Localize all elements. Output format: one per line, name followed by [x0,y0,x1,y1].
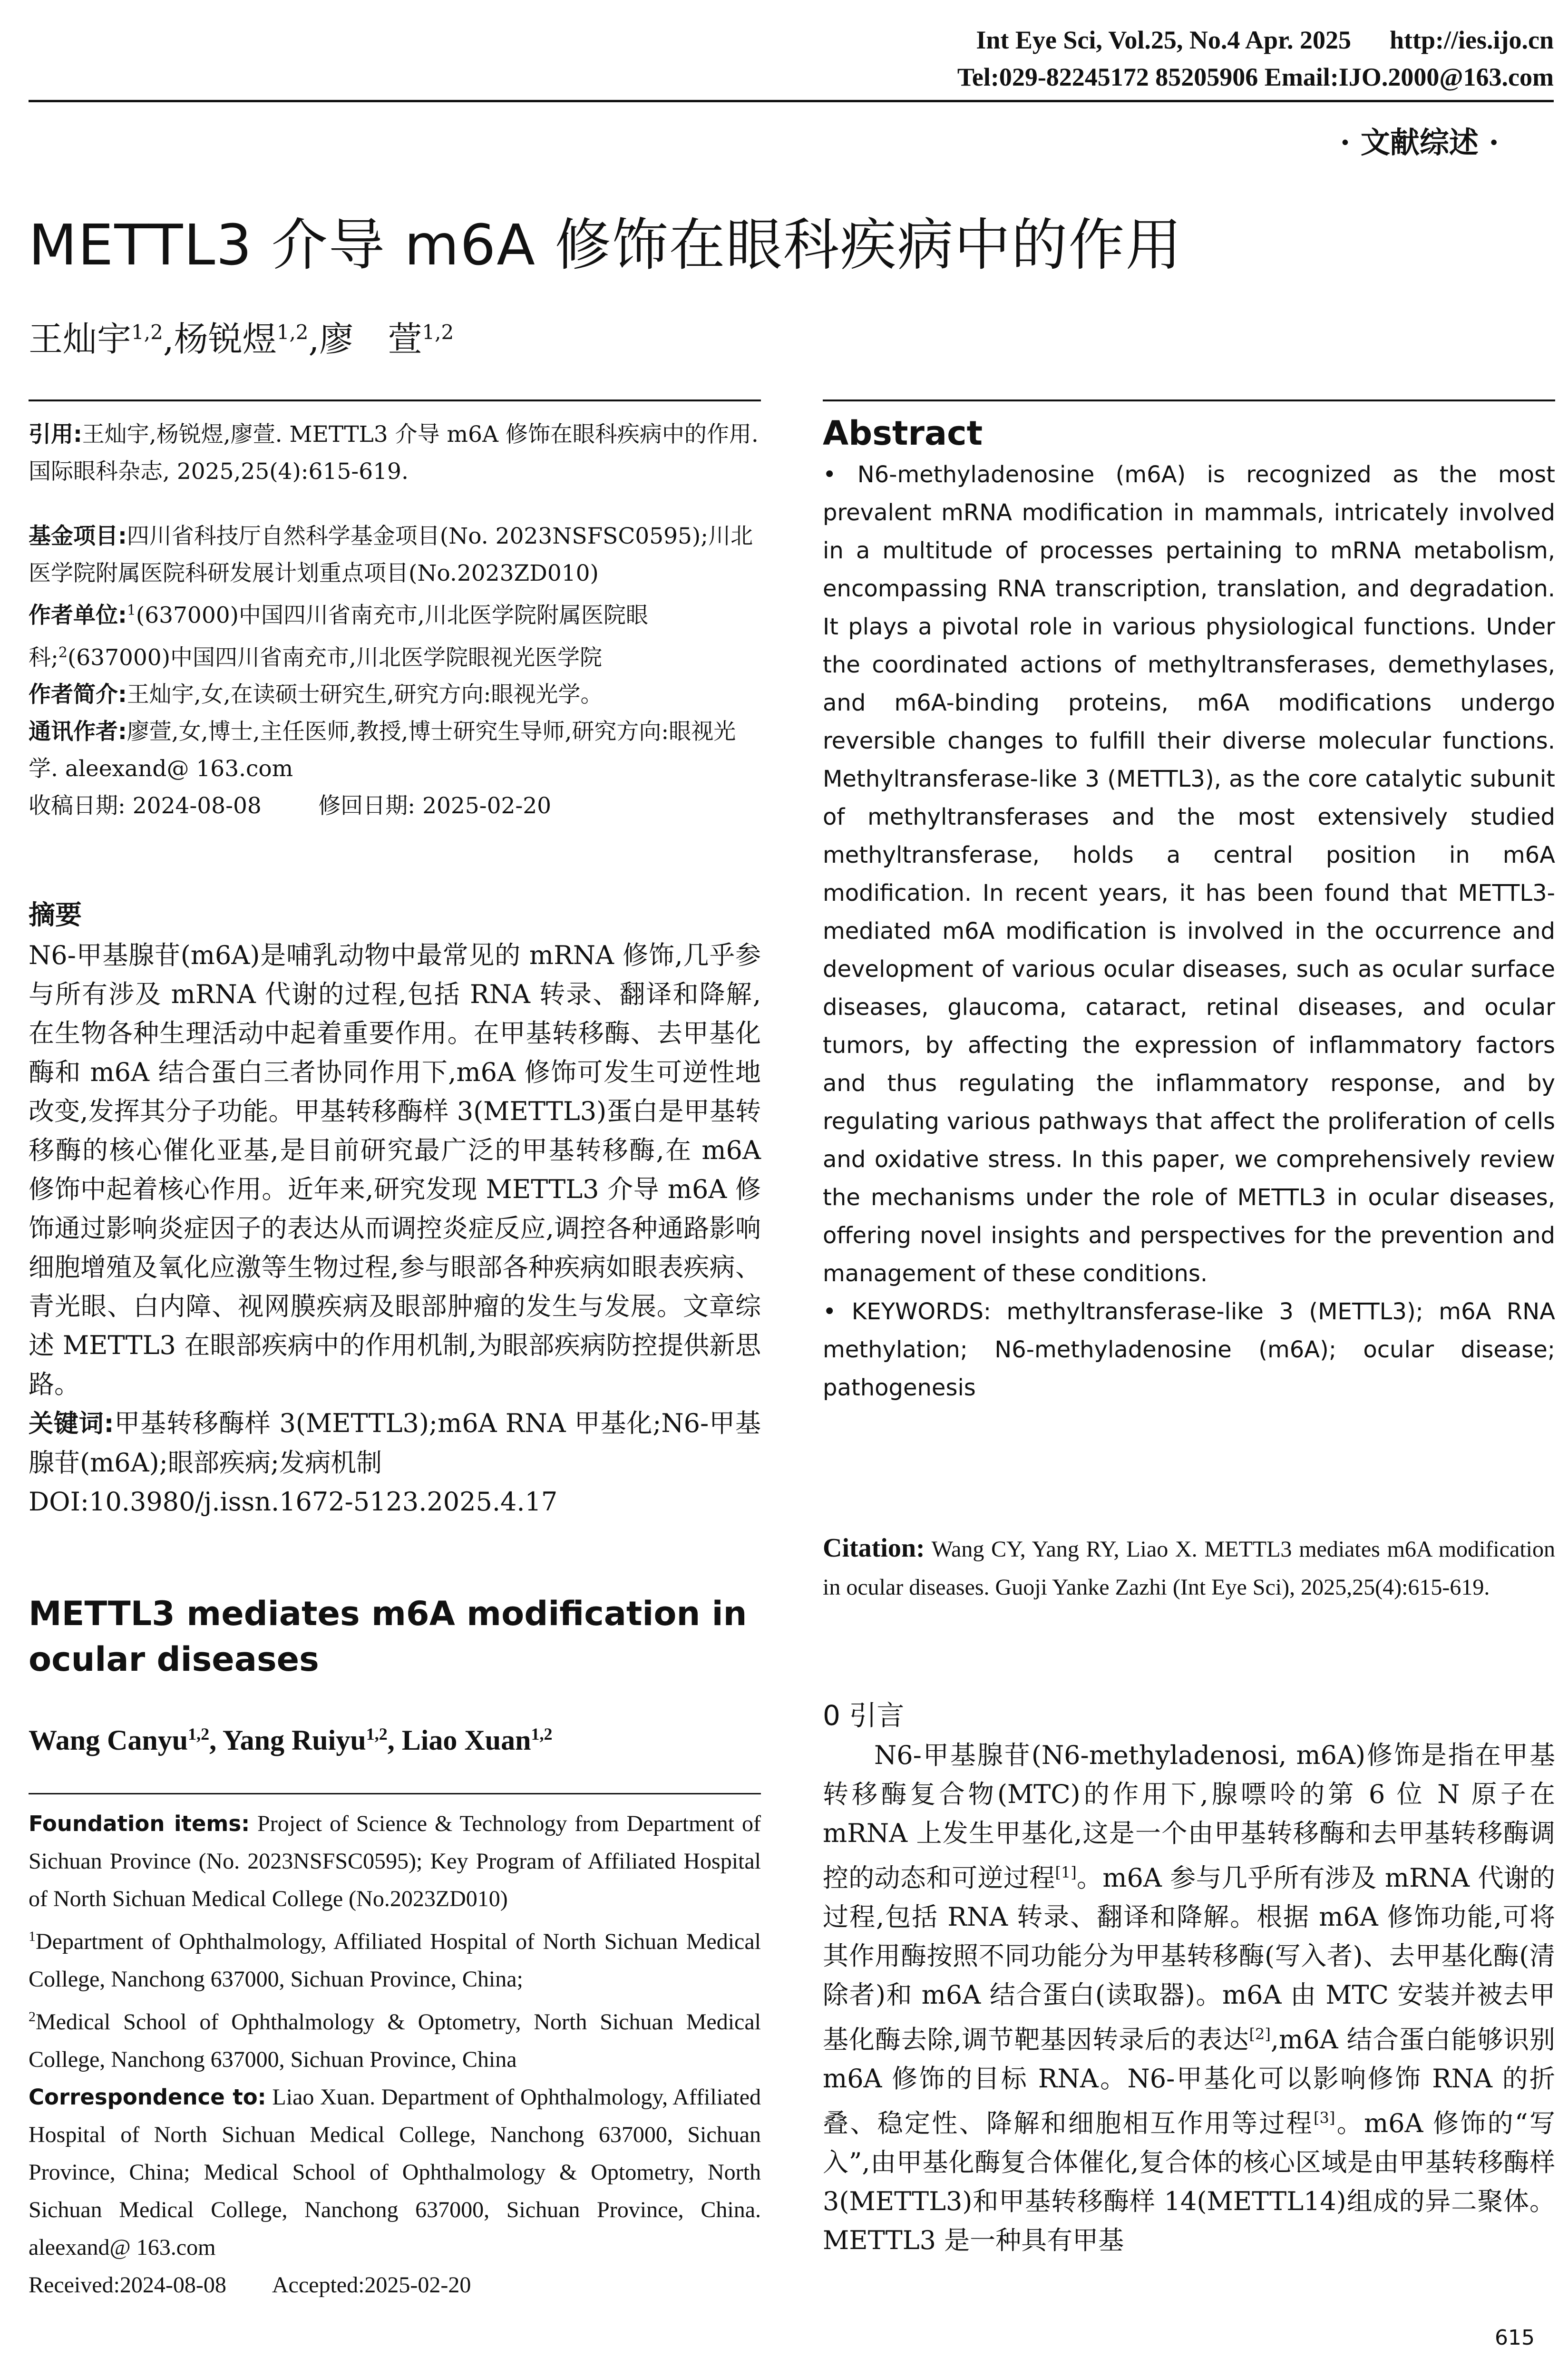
author-name-en: Yang Ruiyu [222,1724,366,1756]
author-name: 廖 萱 [319,319,422,359]
journal-url: http://ies.ijo.cn [1390,26,1554,54]
section-tag: · 文献综述 · [1340,125,1499,160]
header-divider [29,100,1554,102]
meta-cn [29,416,761,825]
abstract-en-text: • N6-methyladenosine (m6A) is recognized as the most prevalent mRNA modification in mammals, intricately involved in a multitude of processes pertaining to mRNA metabolism, encompassing RNA transcription, translation, and degradation. It plays a pivotal role in various physiological functions. Under the coordinated actions of methyltransferases, demethylases, and m6A-binding proteins, m6A modifications undergo reversible changes to fulfill their diverse molecular functions. Methyltransferase-like 3 (METTL3), as the core catalytic subunit of methyltransferases and the most extensively studied methyltransferase, holds a central position in m6A modification. In recent years, it has been found that METTL3-mediated m6A modification is involved in the occurrence and development of various ocular diseases, such as ocular surface diseases, glaucoma, cataract, retinal diseases, and ocular tumors, by affecting the expression of inflammatory factors and thus regulating the inflammatory response, and by regulating various pathways that affect the proliferation of cells and oxidative stress. In this paper, we comprehensively review the mechanisms under the role of METTL3 in ocular diseases, offering novel insights and perspectives for the prevention and management of these conditions. [823,461,1555,1287]
meta-en [29,1805,761,2304]
author-name-en: Liao Xuan [401,1724,531,1756]
abstract-cn [29,894,761,1521]
journal-line: Int Eye Sci, Vol.25, No.4 Apr. 2025 http://ies.ijo.cn [976,26,1554,54]
abstract-cn-heading: 摘要 [29,900,82,931]
keywords-en: • KEYWORDS: methyltransferase-like 3 (METTL3); m6A RNA methylation; N6-methyladenosine (m6A); ocular disease; pathogenesis [823,1298,1555,1401]
unit-cn: 作者单位:$^1$(637000)中国四川省南充市,川北医学院附属医院眼科;$^2$(637000)中国四川省南充市,川北医学院眼视光医学院 [29,602,648,671]
page-number: 615 [1495,2326,1535,2350]
authors-en: Wang Canyu$^{1,2}$, Yang Ruiyu$^{1,2}$, Liao Xuan$^{1,2}$ [29,1724,553,1756]
author-aff: 1,2 [276,321,309,344]
introduction [823,1693,1555,2260]
intro-text: N6-甲基腺苷(N6-methyladenosi, m6A)修饰是指在甲基转移酶复合物(MTC)的作用下,腺嘌呤的第 6 位 N 原子在 mRNA 上发生甲基化,这是一个由甲基转移酶和去甲基转移酶调控的动态和可逆过程[1]。m6A 参与几乎所有涉及 mRNA 代谢的过程,包括 RNA 转录、翻译和降解。根据 m6A 修饰功能,可将其作用酶按照不同功能分为甲基转移酶(写入者)、去甲基化酶(清除者)和 m6A 结合蛋白(读取器)。m6A 由 MTC 安装并被去甲基化酶去除,调节靶基因转录后的表达[2],m6A 结合蛋白能够识别 m6A 修饰的目标 RNA。N6-甲基化可以影响修饰 RNA 的折叠、稳定性、降解和细胞相互作用等过程[3]。m6A 修饰的“写入”,由甲基化酶复合体催化,复合体的核心区域是由甲基转移酶样 3(METTL3)和甲基转移酶样 14(METTL14)组成的异二聚体。METTL3 是一种具有甲基 [823,1740,1555,2255]
abstract-en-heading: Abstract [823,414,983,453]
corr-en: Correspondence to: Liao Xuan. Department of Ophthalmology, Affiliated Hospital of North Sichuan Medical College, Nanchong 637000, Sichuan Province, China; Medical School of Ophthalmology & Optometry, North Sichuan Medical College, Nanchong 637000, Sichuan Province, China. aleexand@ 163.com [29,2085,761,2260]
journal-contact: Tel:029-82245172 85205906 Email:IJO.2000@163.com [957,63,1554,91]
right-top-divider [823,399,1555,401]
author-name-en: Wang Canyu [29,1724,188,1756]
fund-cn: 基金项目:四川省科技厅自然科学基金项目(No. 2023NSFSC0595);川北医学院附属医院科研发展计划重点项目(No.2023ZD010) [29,523,753,586]
aff-en-1: $^1$Department of Ophthalmology, Affiliated Hospital of North Sichuan Medical College, Nanchong 637000, Sichuan Province, China; [29,1929,761,1992]
author-aff: 1,2 [422,321,454,344]
revised-cn: 修回日期: 2025-02-20 [318,793,552,819]
article-title-cn: METTL3 介导 m6A 修饰在眼科疾病中的作用 [29,212,1183,278]
abstract-cn-text: N6-甲基腺苷(m6A)是哺乳动物中最常见的 mRNA 修饰,几乎参与所有涉及 mRNA 代谢的过程,包括 RNA 转录、翻译和降解,在生物各种生理活动中起着重要作用。在甲基转移酶、去甲基化酶和 m6A 结合蛋白三者协同作用下,m6A 修饰可发生可逆性地改变,发挥其分子功能。甲基转移酶样 3(METTL3)蛋白是甲基转移酶的核心催化亚基,是目前研究最广泛的甲基转移酶,在 m6A 修饰中起着核心作用。近年来,研究发现 METTL3 介导 m6A 修饰通过影响炎症因子的表达从而调控炎症反应,调控各种通路影响细胞增殖及氧化应激等生物过程,参与眼部各种疾病如眼表疾病、青光眼、白内障、视网膜疾病及眼部肿瘤的发生与发展。文章综述 METTL3 在眼部疾病中的作用机制,为眼部疾病防控提供新思路。 [29,940,761,1399]
citation-cn: 引用:王灿宇,杨锐煜,廖萱. METTL3 介导 m6A 修饰在眼科疾病中的作用. 国际眼科杂志, 2025,25(4):615-619. [29,421,759,485]
citation-en: Citation: Wang CY, Yang RY, Liao X. METTL3 mediates m6A modification in ocular diseases. Guoji Yanke Zazhi (Int Eye Sci), 2025,25(4):615-619. [823,1533,1556,1600]
aff-en-2: $^2$Medical School of Ophthalmology & Optometry, North Sichuan Medical College, Nanchong 637000, Sichuan Province, China [29,2009,761,2072]
author-name: 杨锐煜 [174,319,277,359]
journal-header [957,21,1554,96]
ref-1: [1] [1055,1863,1077,1881]
abstract-en [823,414,1555,1407]
foundation-en: Foundation items: Project of Science & Technology from Department of Sichuan Province (No. 2023NSFSC0595); Key Program of Affiliated Hospital of North Sichuan Medical College (No.2023ZD010) [29,1811,761,1911]
dates-cn [29,788,761,825]
ref-2: [2] [1249,2025,1271,2043]
bio-cn: 作者简介:王灿宇,女,在读硕士研究生,研究方向:眼视光学。 [29,682,603,708]
dates-en: Received:2024-08-08 Accepted:2025-02-20 [29,2272,471,2298]
author-name: 王灿宇 [29,319,132,359]
intro-heading: 0 引言 [823,1699,905,1732]
received-cn: 收稿日期: 2024-08-08 [29,793,262,819]
authors-cn: 王灿宇$^{1,2}$,杨锐煜$^{1,2}$,廖 萱$^{1,2}$ [29,319,454,359]
keywords-cn: 关键词:甲基转移酶样 3(METTL3);m6A RNA 甲基化;N6-甲基腺苷(m6A);眼部疾病;发病机制 [29,1408,761,1478]
article-title-en: METTL3 mediates m6A modification in ocular diseases [29,1594,747,1679]
ref-3: [3] [1314,2109,1335,2127]
author-aff: 1,2 [131,321,163,344]
doi: DOI:10.3980/j.issn.1672-5123.2025.4.17 [29,1487,558,1517]
left-top-divider [29,399,761,401]
en-authors-divider [29,1793,761,1794]
corr-cn: 通讯作者:廖萱,女,博士,主任医师,教授,博士研究生导师,研究方向:眼视光学. aleexand@ 163.com [29,719,736,782]
